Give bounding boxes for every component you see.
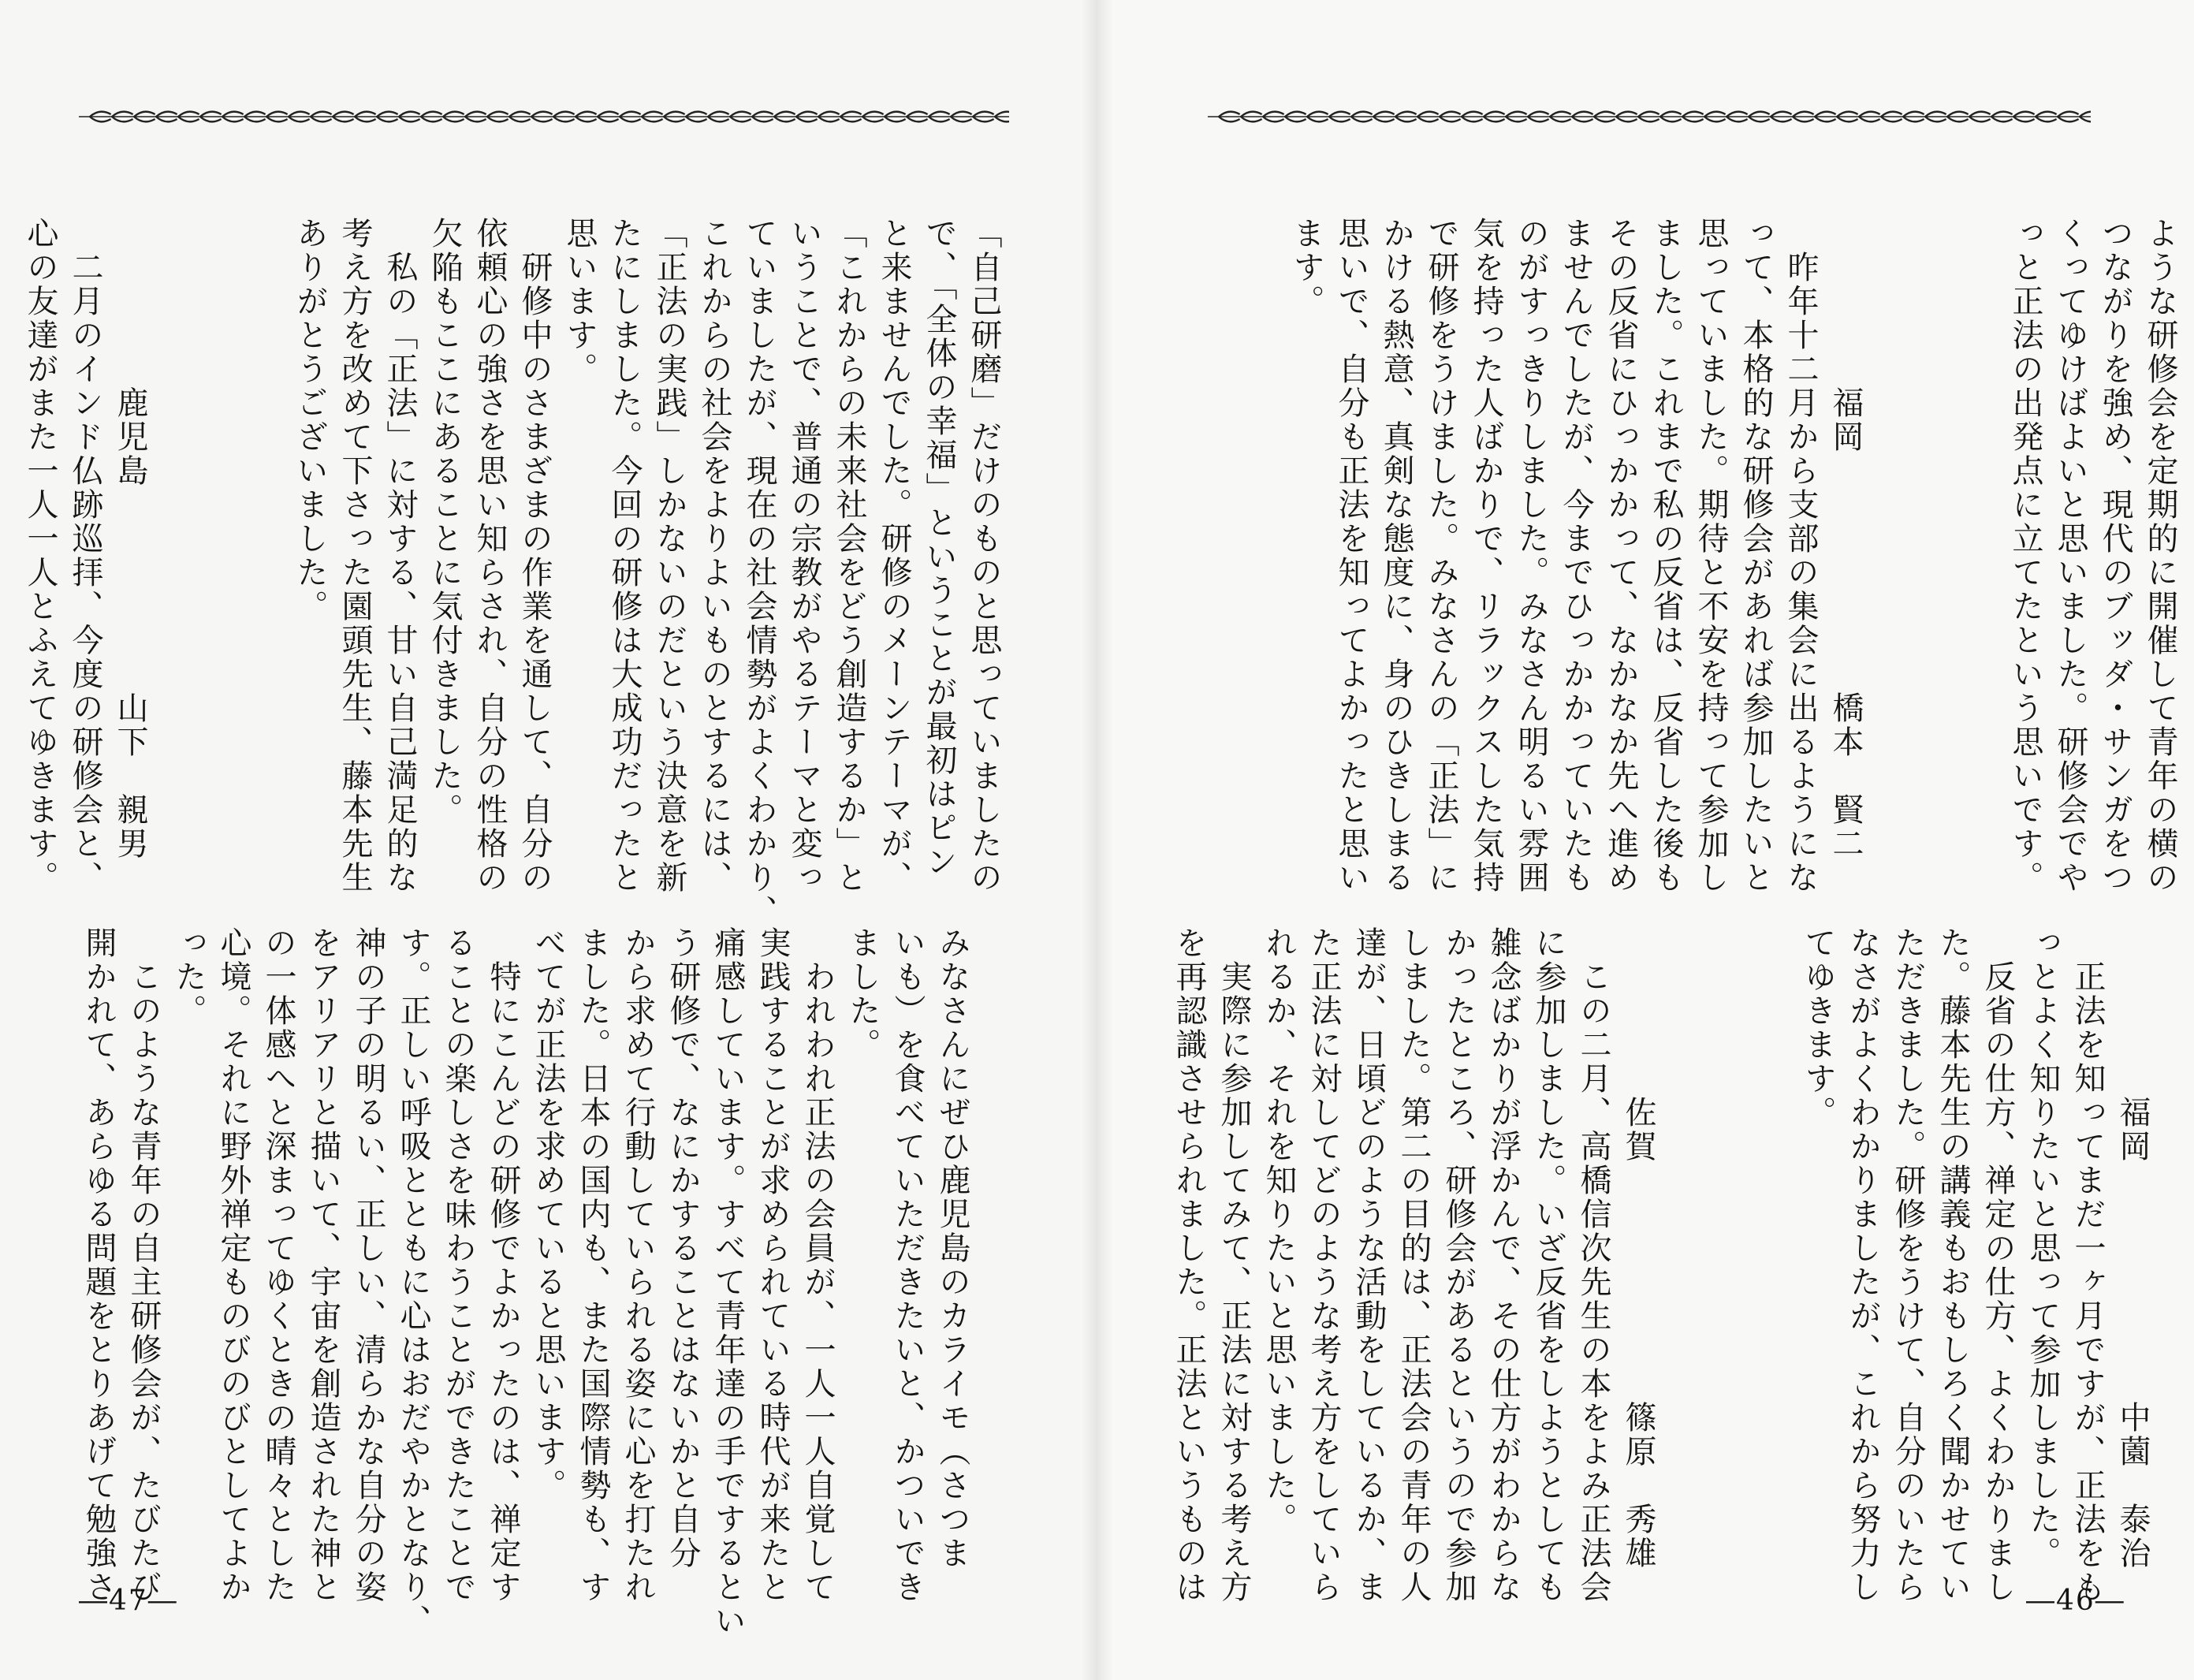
text-line: 鹿児島 山下 親男	[112, 217, 148, 861]
text-line	[242, 217, 287, 871]
text-line: 反省の仕方、禅定の仕方、よくわかりまし	[1980, 926, 2016, 1604]
text-line: このような青年の自主研修会が、たびたび	[125, 926, 162, 1604]
text-line: 思いで、自分も正法を知ってよかったと思い	[1333, 217, 1369, 895]
text-line: ていましたが、現在の社会情勢がよくわかり、	[741, 217, 777, 929]
text-line	[1913, 217, 1957, 871]
text-line	[197, 217, 242, 871]
text-line: 達が、日頃どのような活動をしているか、ま	[1350, 926, 1387, 1604]
text-line	[1750, 926, 1795, 1565]
right-page	[1097, 0, 2194, 1680]
text-line: 思っていました。期待と不安を持って参加し	[1693, 217, 1729, 895]
text-line: をアリアリと描いて、宇宙を創造された神と	[305, 926, 341, 1604]
text-line: す。正しい呼吸とともに心はおだやかとなり、	[395, 926, 431, 1638]
text-line: 「これからの未来社会をどう創造するか」と	[831, 217, 867, 895]
text-line: 欠陥もここにあることに気付きました。	[427, 217, 463, 827]
text-line: てゆきます。	[1800, 926, 1836, 1130]
text-line: の一体感へと深まってゆくときの晴々とした	[260, 926, 296, 1604]
text-line: いうことで、普通の宗教がやるテーマと変っ	[786, 217, 822, 895]
ornament-divider-right	[1208, 101, 2091, 132]
text-line: 実際に参加してみて、正法に対する考え方	[1216, 926, 1252, 1604]
text-line: 神の子の明るい、正しい、清らかな自分の姿	[350, 926, 386, 1604]
text-line: で研修をうけました。みなさんの「正法」に	[1423, 217, 1459, 895]
text-line: た正法に対してどのような考え方をしていら	[1306, 926, 1342, 1604]
text-line: われわれ正法の会員が、一人一人自覚して	[799, 926, 836, 1604]
text-line	[1868, 217, 1913, 871]
text-line: みなさんにぜひ鹿児島のカライモ（さつま	[934, 926, 970, 1570]
text-line: から求めて行動していられる姿に心を打たれ	[620, 926, 656, 1604]
text-line: くってゆけばよいと思いました。研修会でや	[2052, 217, 2088, 895]
right-top-text-block	[1255, 217, 2182, 895]
text-line: かける熱意、真剣な態度に、身のひきしまる	[1378, 217, 1414, 895]
text-line: れるか、それを知りたいと思いました。	[1261, 926, 1297, 1537]
text-line: と来ませんでした。研修のメーンテーマが、	[876, 217, 912, 895]
text-line: その反省にひっかかって、なかなか先へ進め	[1603, 217, 1639, 895]
book-gutter	[1082, 0, 1113, 1680]
text-line: のがすっきりしました。みなさん明るい雰囲	[1513, 217, 1549, 895]
text-line: 思います。	[561, 217, 598, 386]
text-line: 私の「正法」に対する、甘い自己満足的な	[382, 217, 418, 895]
text-line: 依頼心の強さを思い知らされ、自分の性格の	[471, 217, 508, 895]
text-line: 気を持った人ばかりで、リラックスした気持	[1468, 217, 1504, 895]
text-line: を再認識させられました。正法というものは	[1171, 926, 1207, 1604]
text-line: いも）を食べていただきたいと、かついでき	[889, 926, 926, 1604]
text-line: 心境。それに野外禅定ものびのびとしてよか	[215, 926, 251, 1604]
text-line: ました。日本の国内も、また国際情勢も、す	[575, 926, 611, 1604]
text-line: 「自己研磨」だけのものと思っていましたの	[966, 217, 1002, 895]
text-line: 開かれて、あらゆる問題をとりあげて勉強さ	[80, 926, 117, 1604]
text-line: ませんでしたが、今までひっかかっていたも	[1558, 217, 1594, 895]
text-line: ることの楽しさを味わうことができたことで	[440, 926, 476, 1604]
page-number-46: ―46―	[2026, 1585, 2125, 1617]
text-line	[2155, 926, 2194, 1565]
text-line	[1957, 217, 2002, 871]
text-line: 特にこんどの研修でよかったのは、禅定す	[485, 926, 521, 1604]
text-line: って、本格的な研修会があれば参加したいと	[1738, 217, 1774, 895]
text-line: 福岡 中薗 泰治	[2114, 926, 2151, 1570]
text-line: 研修中のさまざまの作業を通して、自分の	[516, 217, 553, 895]
text-line: う研修で、なにかすることはないかと自分	[665, 926, 701, 1570]
text-line: 雑念ばかりが浮かんで、その仕方がわからな	[1485, 926, 1522, 1604]
text-line: っとよく知りたいと思って参加しました。	[2025, 926, 2061, 1570]
text-line: しました。第二の目的は、正法会の青年の人	[1395, 926, 1432, 1604]
text-line: たにしました。今回の研修は大成功だったと	[606, 217, 643, 895]
text-line: った。	[170, 926, 207, 1028]
text-line	[1660, 926, 1705, 1565]
text-line: 痛感しています。すべて青年達の手でするとい	[710, 926, 746, 1638]
text-line: 福岡 橋本 賢二	[1827, 217, 1864, 861]
text-line: 心の友達がまた一人一人とふえてゆきます。	[22, 217, 58, 895]
text-line: 佐賀 篠原 秀雄	[1620, 926, 1656, 1570]
text-line: た。藤本先生の講義もおもしろく聞かせてい	[1935, 926, 1971, 1604]
text-line: 正法を知ってまだ一ヶ月ですが、正法をも	[2069, 926, 2106, 1604]
text-line: 二月のインド仏跡巡拝、今度の研修会と、	[67, 217, 103, 895]
text-line: つながりを強め、現代のブッダ・サンガをつ	[2097, 217, 2133, 895]
text-line: 考え方を改めて下さった園頭先生、藤本先生	[337, 217, 373, 895]
text-line: ました。これまで私の反省は、反省した後も	[1648, 217, 1684, 895]
text-line: ただきました。研修をうけて、自分のいたら	[1890, 926, 1926, 1604]
text-line: で、「全体の幸福」ということが最初はピン	[921, 217, 957, 879]
text-line: ます。	[1288, 217, 1324, 318]
page-number-47: ―47―	[79, 1585, 178, 1617]
text-line: なさがよくわかりましたが、これから努力し	[1845, 926, 1881, 1604]
text-line	[1705, 926, 1750, 1565]
text-line: ました。	[844, 926, 881, 1062]
text-line: ありがとうございました。	[292, 217, 328, 624]
ornament-divider-left	[79, 101, 1009, 132]
text-line	[152, 217, 197, 871]
text-line: 昨年十二月から支部の集会に出るようにな	[1782, 217, 1819, 895]
text-line: っと正法の出発点に立てたという思いです。	[2007, 217, 2043, 895]
left-top-text-block	[22, 217, 1006, 929]
text-line: この二月、高橋信次先生の本をよみ正法会	[1575, 926, 1611, 1604]
text-line: べてが正法を求めていると思います。	[530, 926, 566, 1503]
text-line: 「正法の実践」しかないのだという決意を新	[651, 217, 687, 895]
text-line: これからの社会をよりよいものとするには、	[696, 217, 732, 895]
text-line: ような研修会を定期的に開催して青年の横の	[2142, 217, 2178, 895]
text-line: 実践することが求められている時代が来たと	[754, 926, 791, 1604]
text-line: かったところ、研修会があるというので参加	[1440, 926, 1477, 1604]
text-line: に参加しました。いざ反省をしようとしても	[1530, 926, 1566, 1604]
